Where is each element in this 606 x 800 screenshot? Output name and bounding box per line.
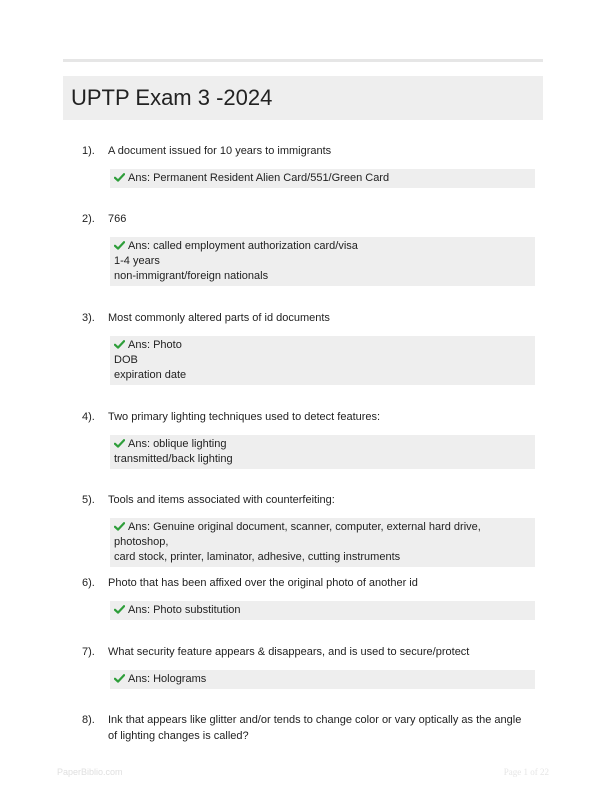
check-icon [114, 522, 125, 531]
answer-line: Ans: Photo [128, 339, 182, 351]
check-icon [114, 605, 125, 614]
question-number: 1). [82, 145, 95, 157]
top-rule [63, 59, 543, 62]
answer-box [110, 670, 535, 689]
page-title: UPTP Exam 3 -2024 [71, 85, 273, 110]
answer-line: Ans: Genuine original document, scanner, computer, external hard drive, photoshop, [114, 521, 481, 548]
question-text: 766 [108, 213, 127, 225]
answer-box [110, 518, 535, 567]
question-text: Most commonly altered parts of id documents [108, 312, 330, 324]
answer-line: Ans: called employment authorization card/visa [128, 240, 358, 252]
answer-line: 1-4 years [114, 255, 160, 267]
answer-line: DOB [114, 354, 138, 366]
page-number: Page 1 of 22 [503, 767, 549, 777]
check-icon [114, 241, 125, 250]
question-number: 8). [82, 714, 95, 726]
question-number: 6). [82, 577, 95, 589]
answer-line: non-immigrant/foreign nationals [114, 270, 269, 282]
footer-watermark: PaperBiblio.com [57, 767, 123, 777]
answer-line: Ans: Permanent Resident Alien Card/551/Green Card [128, 172, 390, 184]
question-number: 2). [82, 213, 95, 225]
question-text: Photo that has been affixed over the original photo of another id [108, 577, 418, 589]
question-text: Ink that appears like glitter and/or tends to change color or vary optically as the angle of lighting changes is called? [108, 714, 522, 742]
answer-box [110, 601, 535, 620]
answer-box [110, 435, 535, 469]
check-icon [114, 340, 125, 349]
answer-line: expiration date [114, 369, 187, 381]
question-text: A document issued for 10 years to immigrants [108, 145, 332, 157]
question-text: What security feature appears & disappears, and is used to secure/protect [108, 646, 470, 658]
check-icon [114, 674, 125, 683]
question-number: 5). [82, 494, 95, 506]
answer-line: transmitted/back lighting [114, 453, 233, 465]
question-number: 4). [82, 411, 95, 423]
answer-line: Ans: Photo substitution [128, 604, 241, 616]
answer-line: Ans: Holograms [128, 673, 207, 685]
answer-box [110, 336, 535, 385]
answer-line: Ans: oblique lighting [128, 438, 227, 450]
title-bar [63, 76, 543, 120]
question-text: Two primary lighting techniques used to detect features: [108, 411, 381, 423]
answer-box [110, 169, 535, 188]
question-text: Tools and items associated with counterfeiting: [108, 494, 335, 506]
answer-box [110, 237, 535, 286]
check-icon [114, 173, 125, 182]
question-number: 7). [82, 646, 95, 658]
check-icon [114, 439, 125, 448]
question-number: 3). [82, 312, 95, 324]
answer-line: card stock, printer, laminator, adhesive, cutting instruments [114, 551, 401, 563]
